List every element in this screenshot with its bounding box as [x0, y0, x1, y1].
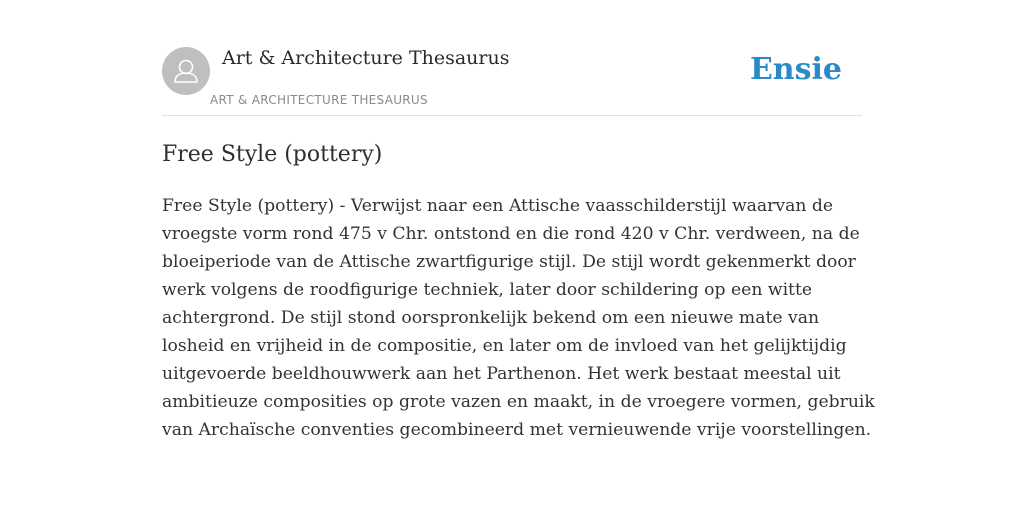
definition-line: uitgevoerde beeldhouwwerk aan het Parthenon. Het werk bestaat meestal uit — [162, 364, 841, 384]
header-divider — [162, 115, 862, 116]
author-name-link[interactable]: Art & Architecture Thesaurus — [222, 47, 510, 69]
definition-line: van Archaïsche conventies gecombineerd met vernieuwende vrije voorstellingen. — [162, 420, 872, 440]
entry-title: Free Style (pottery) — [162, 142, 383, 167]
definition-line: achtergrond. De stijl stond oorspronkelijk bekend om een nieuwe mate van — [162, 308, 820, 328]
ensie-logo-link[interactable]: Ensie — [749, 52, 842, 87]
entry-header — [162, 46, 862, 116]
definition-line: ambitieuze composities op grote vazen en maakt, in de vroegere vormen, gebruik — [162, 392, 875, 412]
user-icon — [162, 47, 210, 95]
author-subtitle: ART & ARCHITECTURE THESAURUS — [210, 93, 428, 107]
author-avatar[interactable] — [162, 47, 210, 95]
definition-line: losheid en vrijheid in de compositie, en later om de invloed van het gelijktijdig — [162, 336, 847, 356]
entry-definition — [162, 192, 875, 444]
definition-line: bloeiperiode van de Attische zwartfigurige stijl. De stijl wordt gekenmerkt door — [162, 252, 856, 272]
definition-line: werk volgens de roodfigurige techniek, later door schildering op een witte — [162, 280, 813, 300]
definition-line: vroegste vorm rond 475 v Chr. ontstond en die rond 420 v Chr. verdween, na de — [162, 224, 860, 244]
definition-line: Free Style (pottery) - Verwijst naar een Attische vaasschilderstijl waarvan de — [162, 196, 834, 216]
